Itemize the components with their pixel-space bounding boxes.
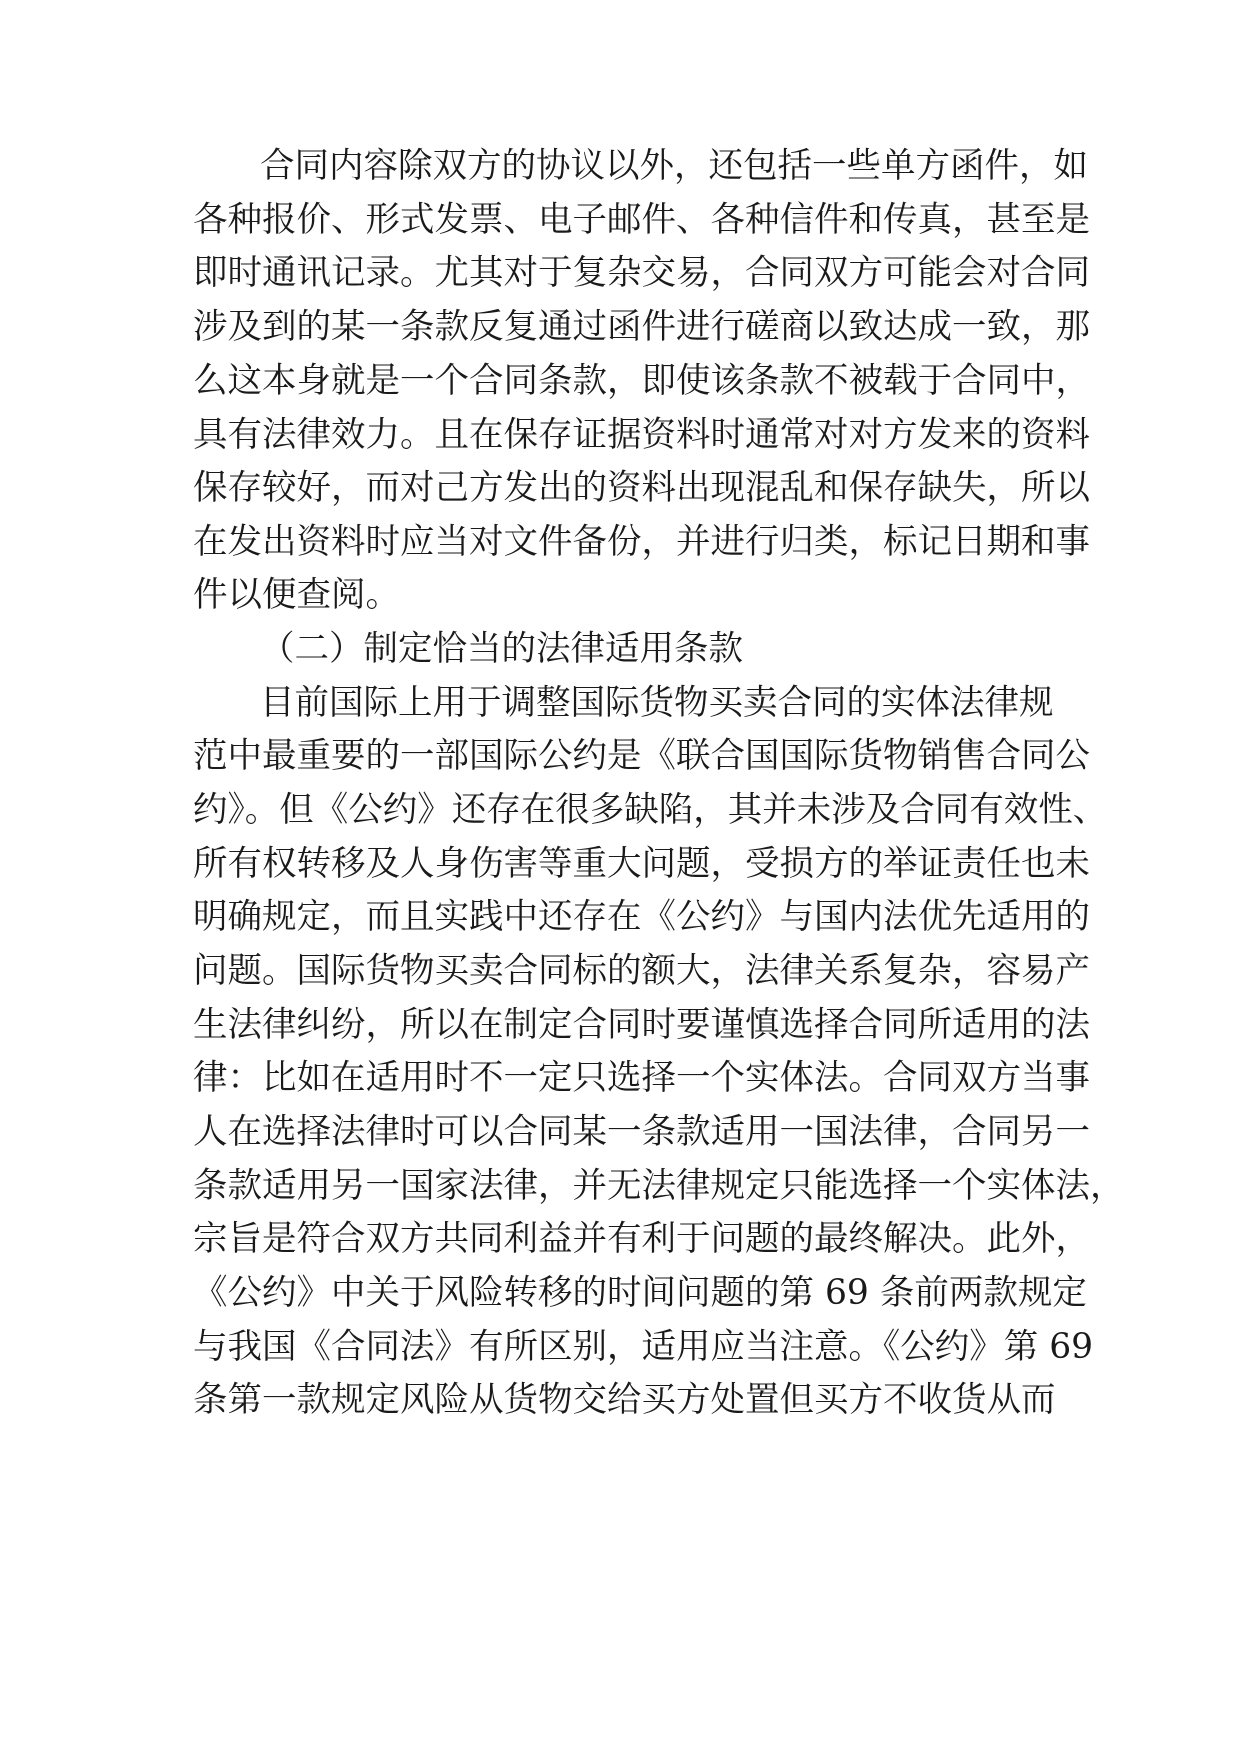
paragraph-2-line-2: 范中最重要的一部国际公约是《联合国国际货物销售合同公 <box>193 736 1090 776</box>
paragraph-1-line-3: 即时通讯记录。尤其对于复杂交易，合同双方可能会对合同 <box>193 253 1090 293</box>
paragraph-2-line-1: 目前国际上用于调整国际货物买卖合同的实体法律规 <box>260 683 1054 723</box>
paragraph-2-line-11: 宗旨是符合双方共同利益并有利于问题的最终解决。此外， <box>193 1219 1090 1259</box>
paragraph-2-line-4: 所有权转移及人身伤害等重大问题，受损方的举证责任也未 <box>193 844 1090 884</box>
paragraph-1-line-4: 涉及到的某一条款反复通过函件进行磋商以致达成一致，那 <box>193 307 1090 347</box>
paragraph-2-line-5: 明确规定，而且实践中还存在《公约》与国内法优先适用的 <box>193 897 1090 937</box>
paragraph-1-line-6: 具有法律效力。且在保存证据资料时通常对对方发来的资料 <box>193 415 1090 455</box>
paragraph-2-line-6: 问题。国际货物买卖合同标的额大，法律关系复杂，容易产 <box>193 951 1090 991</box>
paragraph-2-line-8: 律：比如在适用时不一定只选择一个实体法。合同双方当事 <box>193 1058 1090 1098</box>
paragraph-2-line-13: 与我国《合同法》有所区别，适用应当注意。《公约》第 69 <box>193 1327 1094 1367</box>
paragraph-2-line-12: 《公约》中关于风险转移的时间问题的第 69 条前两款规定 <box>193 1273 1087 1313</box>
paragraph-1-line-1: 合同内容除双方的协议以外，还包括一些单方函件，如 <box>260 146 1088 186</box>
paragraph-2-line-7: 生法律纠纷，所以在制定合同时要谨慎选择合同所适用的法 <box>193 1005 1090 1045</box>
paragraph-1-line-9: 件以便查阅。 <box>193 575 400 615</box>
paragraph-2-line-9: 人在选择法律时可以合同某一条款适用一国法律，合同另一 <box>193 1112 1090 1152</box>
section-heading: （二）制定恰当的法律适用条款 <box>260 629 743 669</box>
paragraph-1-line-2: 各种报价、形式发票、电子邮件、各种信件和传真，甚至是 <box>193 200 1090 240</box>
paragraph-1-line-5: 么这本身就是一个合同条款，即使该条款不被载于合同中， <box>193 361 1090 401</box>
paragraph-2-line-10: 条款适用另一国家法律，并无法律规定只能选择一个实体法， <box>193 1166 1125 1206</box>
paragraph-1-line-8: 在发出资料时应当对文件备份，并进行归类，标记日期和事 <box>193 522 1090 562</box>
paragraph-2-line-14: 条第一款规定风险从货物交给买方处置但买方不收货从而 <box>193 1380 1056 1420</box>
paragraph-1-line-7: 保存较好，而对己方发出的资料出现混乱和保存缺失，所以 <box>193 468 1090 508</box>
paragraph-2-line-3: 约》。但《公约》还存在很多缺陷，其并未涉及合同有效性、 <box>193 790 1108 830</box>
